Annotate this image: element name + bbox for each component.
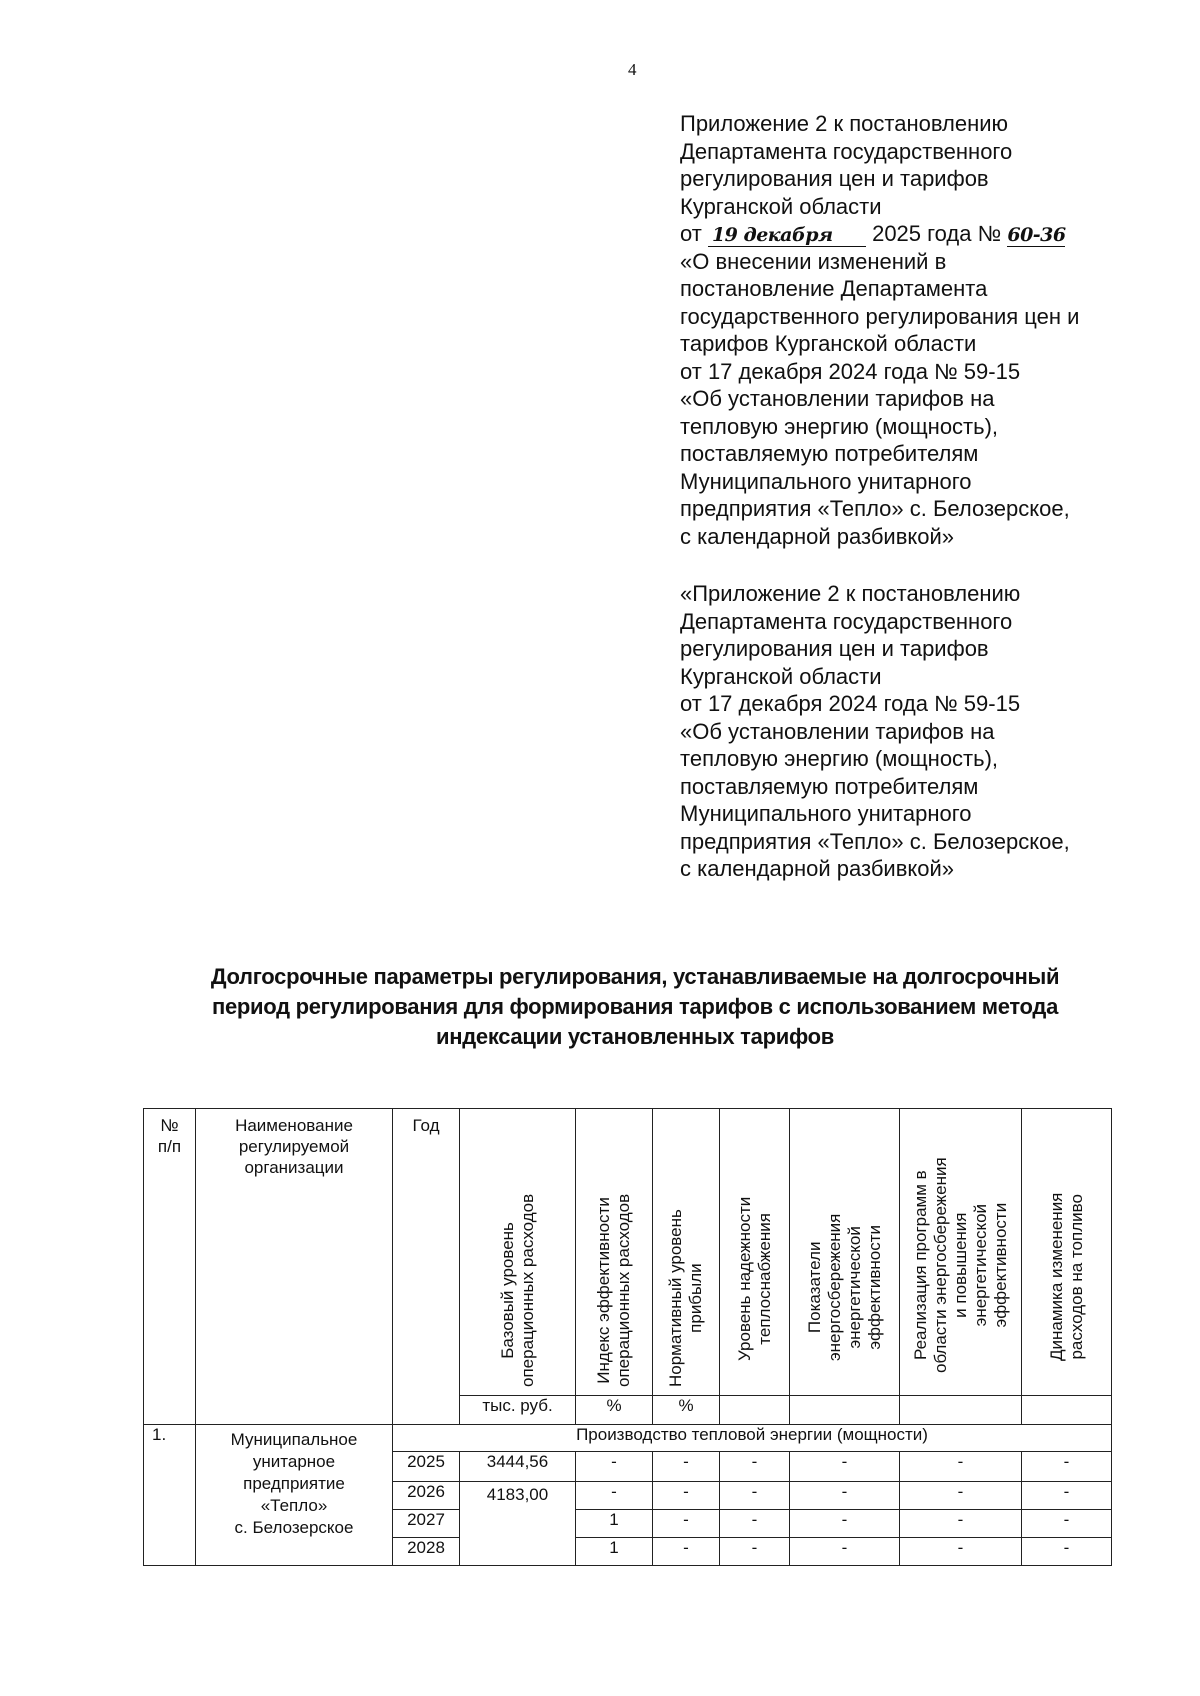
quoted-line: Муниципального унитарного bbox=[680, 801, 972, 826]
quoted-line: от 17 декабря 2024 года № 59-15 bbox=[680, 691, 1021, 716]
header-line: «О внесении изменений в bbox=[680, 248, 947, 274]
entry-num: 1. bbox=[144, 1425, 196, 1566]
header-line: Курганской области bbox=[680, 193, 882, 219]
header-year: Год bbox=[393, 1109, 460, 1425]
document-title bbox=[140, 962, 1130, 1052]
cell-energy-saving: - bbox=[790, 1452, 900, 1482]
handwritten-number: 60-36 bbox=[1007, 224, 1066, 246]
cell-efficiency-index: - bbox=[576, 1482, 653, 1510]
header-line: от 17 декабря 2024 года № 59-15 bbox=[680, 358, 1021, 384]
cell-reliability: - bbox=[720, 1510, 790, 1538]
title-line: Долгосрочные параметры регулирования, устанавливаемые на долгосрочный bbox=[210, 964, 1060, 989]
header-reliability: Уровень надежности теплоснабжения bbox=[720, 1109, 790, 1396]
cell-year: 2027 bbox=[393, 1510, 460, 1538]
header-line: предприятия «Тепло» с. Белозерское, bbox=[680, 496, 1070, 521]
handwritten-date: 19 декабря bbox=[708, 224, 866, 247]
cell-fuel-dynamics: - bbox=[1022, 1510, 1112, 1538]
cell-fuel-dynamics: - bbox=[1022, 1538, 1112, 1566]
cell-energy-saving: - bbox=[790, 1482, 900, 1510]
quoted-line: регулирования цен и тарифов bbox=[680, 636, 989, 661]
header-energy-saving: Показатели энергосбережения энергетической эффективности bbox=[790, 1109, 900, 1396]
cell-programs: - bbox=[900, 1452, 1022, 1482]
quoted-line: поставляемую потребителям bbox=[680, 773, 979, 799]
header-efficiency-index: Индекс эффективности операционных расходов bbox=[576, 1109, 653, 1396]
parameters-table bbox=[143, 1108, 1112, 1566]
unit-profit-level: % bbox=[653, 1396, 720, 1425]
cell-programs: - bbox=[900, 1482, 1022, 1510]
header-line: постановление Департамента bbox=[680, 276, 988, 301]
cell-reliability: - bbox=[720, 1482, 790, 1510]
header-line: Муниципального унитарного bbox=[680, 468, 972, 494]
page-number: 4 bbox=[628, 60, 637, 79]
section-row bbox=[144, 1425, 1112, 1452]
unit-reliability bbox=[720, 1396, 790, 1425]
quoted-line: «Приложение 2 к постановлению bbox=[680, 581, 1021, 606]
cell-efficiency-index: - bbox=[576, 1452, 653, 1482]
cell-reliability: - bbox=[720, 1452, 790, 1482]
header-num: № п/п bbox=[144, 1109, 196, 1425]
cell-profit-level: - bbox=[653, 1482, 720, 1510]
decree-date-line bbox=[680, 220, 1140, 248]
header-line: с календарной разбивкой» bbox=[680, 523, 955, 549]
quoted-line: тепловую энергию (мощность), bbox=[680, 746, 999, 771]
cell-profit-level: - bbox=[653, 1452, 720, 1482]
header-row bbox=[144, 1109, 1112, 1396]
quoted-line: с календарной разбивкой» bbox=[680, 856, 955, 881]
cell-base-costs: 4183,00 bbox=[460, 1482, 576, 1566]
cell-year: 2025 bbox=[393, 1452, 460, 1482]
quoted-line: «Об установлении тарифов на bbox=[680, 718, 995, 744]
cell-energy-saving: - bbox=[790, 1538, 900, 1566]
cell-fuel-dynamics: - bbox=[1022, 1482, 1112, 1510]
header-line: Департамента государственного bbox=[680, 138, 1013, 164]
header-line: поставляемую потребителям bbox=[680, 441, 979, 466]
header-line: Приложение 2 к постановлению bbox=[680, 111, 1009, 136]
unit-programs bbox=[900, 1396, 1022, 1425]
header-profit-level: Нормативный уровень прибыли bbox=[653, 1109, 720, 1396]
header-line: тарифов Курганской области bbox=[680, 331, 977, 356]
section-label: Производство тепловой энергии (мощности) bbox=[393, 1425, 1112, 1452]
header-base-costs: Базовый уровень операционных расходов bbox=[460, 1109, 576, 1396]
unit-fuel-dynamics bbox=[1022, 1396, 1112, 1425]
header-line: государственного регулирования цен и bbox=[680, 303, 1080, 329]
header-line: регулирования цен и тарифов bbox=[680, 166, 989, 191]
unit-efficiency-index: % bbox=[576, 1396, 653, 1425]
quoted-line: предприятия «Тепло» с. Белозерское, bbox=[680, 828, 1070, 854]
cell-energy-saving: - bbox=[790, 1510, 900, 1538]
header-programs: Реализация программ в области энергосбережения и повышения энергетической эффективности bbox=[900, 1109, 1022, 1396]
title-line: период регулирования для формирования тарифов с использованием метода bbox=[211, 994, 1059, 1019]
entry-org: Муниципальное унитарное предприятие «Тепло» с. Белозерское bbox=[196, 1425, 393, 1566]
quoted-appendix-block bbox=[680, 580, 1140, 883]
cell-profit-level: - bbox=[653, 1538, 720, 1566]
cell-efficiency-index: 1 bbox=[576, 1510, 653, 1538]
cell-reliability: - bbox=[720, 1538, 790, 1566]
cell-year: 2026 bbox=[393, 1482, 460, 1510]
cell-efficiency-index: 1 bbox=[576, 1538, 653, 1566]
header-line: тепловую энергию (мощность), bbox=[680, 413, 999, 439]
appendix-header-block bbox=[680, 110, 1140, 550]
date-suffix: 2025 года № bbox=[872, 221, 1002, 246]
unit-base-costs: тыс. руб. bbox=[460, 1396, 576, 1425]
unit-energy-saving bbox=[790, 1396, 900, 1425]
header-fuel-dynamics: Динамика изменения расходов на топливо bbox=[1022, 1109, 1112, 1396]
cell-programs: - bbox=[900, 1538, 1022, 1566]
cell-programs: - bbox=[900, 1510, 1022, 1538]
header-org: Наименование регулируемой организации bbox=[196, 1109, 393, 1425]
quoted-line: Департамента государственного bbox=[680, 608, 1013, 634]
cell-profit-level: - bbox=[653, 1510, 720, 1538]
cell-fuel-dynamics: - bbox=[1022, 1452, 1112, 1482]
header-line: «Об установлении тарифов на bbox=[680, 386, 995, 411]
date-prefix: от bbox=[680, 221, 702, 246]
cell-base-costs: 3444,56 bbox=[460, 1452, 576, 1482]
title-line: индексации установленных тарифов bbox=[436, 1024, 834, 1049]
quoted-line: Курганской области bbox=[680, 663, 882, 689]
cell-year: 2028 bbox=[393, 1538, 460, 1566]
